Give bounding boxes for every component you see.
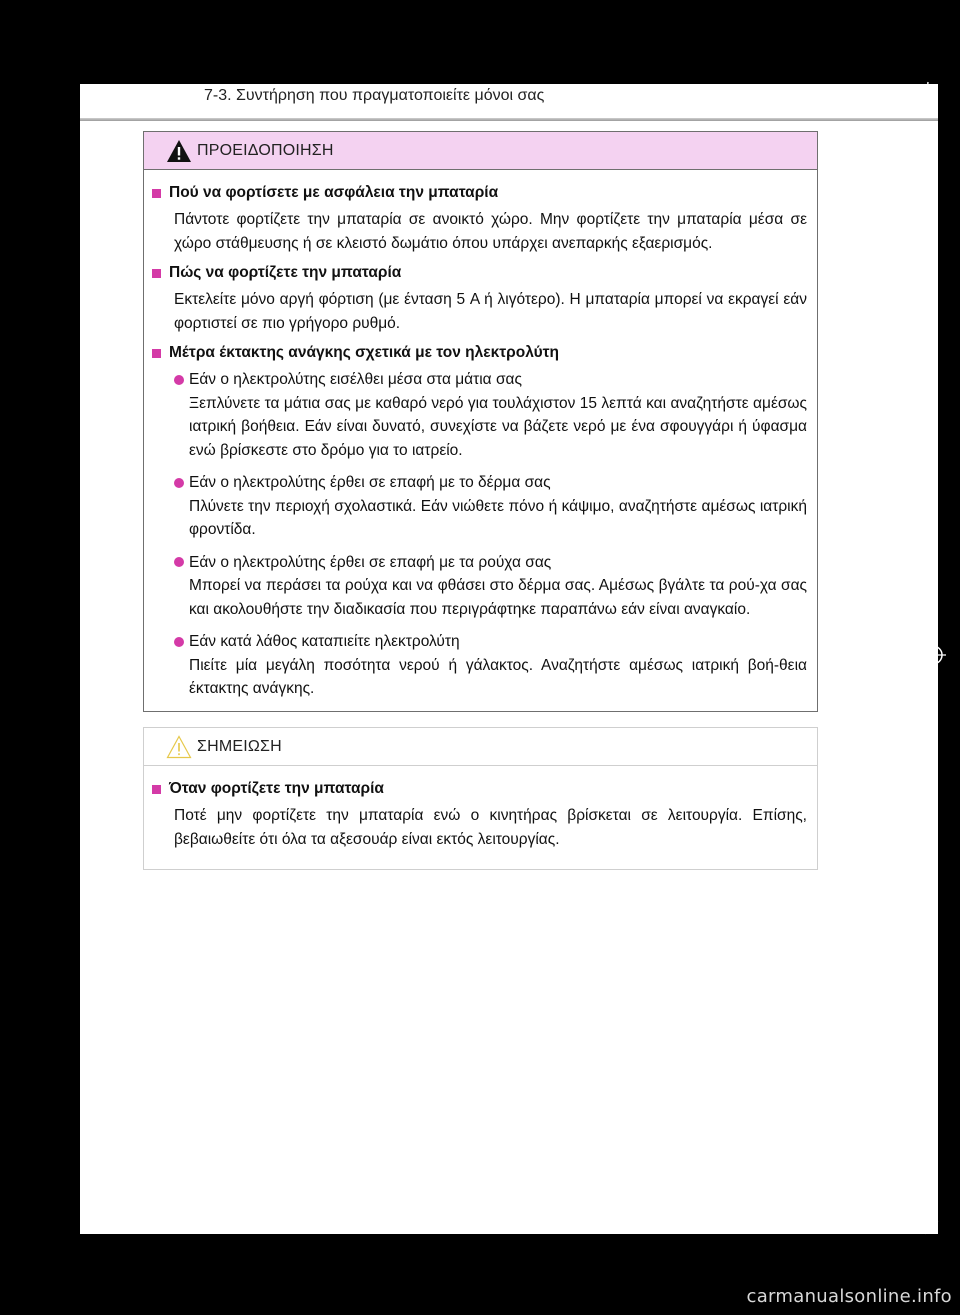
page-header-title: 7-3. Συντήρηση που πραγματοποιείτε μόνοι σας [204,87,545,104]
list-item [152,368,807,462]
dot-bullet-icon [174,557,184,567]
crop-mark-icon [920,80,950,110]
list-item-title: Εάν κατά λάθος καταπιείτε ηλεκτρολύτη [189,633,460,650]
square-bullet-icon [152,269,161,278]
section-text: Ποτέ μην φορτίζετε την μπαταρία ενώ ο κινητήρας βρίσκεται σε λειτουργία. Επίσης, βεβαιωθείτε ότι όλα τα αξεσουάρ είναι εκτός λειτουργίας. [174,807,807,848]
square-bullet-icon [152,785,161,794]
note-box-header [144,728,817,766]
registration-mark-icon [918,640,948,670]
section-text: Πάντοτε φορτίζετε την μπαταρία σε ανοικτό χώρο. Μην φορτίζετε την μπαταρία μέσα σε χώρο στάθμευσης ή σε κλειστό δωμάτιο όπου υπάρχει ανεπαρκής εξαερισμός. [174,211,807,252]
dot-bullet-icon [174,478,184,488]
list-item-text: Ξεπλύνετε τα μάτια σας με καθαρό νερό για τουλάχιστον 15 λεπτά και αναζητήστε αμέσως ιατρική βοήθεια. Εάν είναι δυνατό, συνεχίστε να βάζετε νερό με ένα σφουγγάρι ή ύφασμα ενώ βρίσκεστε στο δρόμο για το ιατρείο. [189,394,807,459]
section-title: Πώς να φορτίζετε την μπαταρία [152,264,807,282]
warning-box-title: ΠΡΟΕΙΔΟΠΟΙΗΣΗ [197,142,334,159]
square-bullet-icon [152,349,161,358]
square-bullet-icon [152,189,161,198]
section-title: Πού να φορτίσετε με ασφάλεια την μπαταρία [152,184,807,202]
crop-mark-icon [920,1212,950,1242]
warning-box [143,131,818,712]
note-box-body [144,766,817,851]
list-item [152,471,807,542]
list-item-text: Πλύνετε την περιοχή σχολαστικά. Εάν νιώθετε πόνο ή κάψιμο, αναζητήστε αμέσως ιατρική φροντίδα. [189,497,807,538]
section-text: Εκτελείτε μόνο αργή φόρτιση (με ένταση 5 A ή λιγότερο). Η μπαταρία μπορεί να εκραγεί εάν φορτιστεί σε πιο γρήγορο ρυθμό. [174,291,807,332]
watermark: carmanualsonline.info [746,1286,952,1307]
warning-triangle-outline-icon [166,735,192,759]
list-item-title: Εάν ο ηλεκτρολύτης εισέλθει μέσα στα μάτια σας [189,371,522,388]
list-item-title: Εάν ο ηλεκτρολύτης έρθει σε επαφή με τα ρούχα σας [189,553,552,571]
list-item [152,630,807,701]
section-title: Όταν φορτίζετε την μπαταρία [152,780,807,798]
note-box-title: ΣΗΜΕΙΩΣΗ [197,738,282,755]
warning-triangle-filled-icon [166,139,192,163]
dot-bullet-icon [174,375,184,385]
list-item-title: Εάν ο ηλεκτρολύτης έρθει σε επαφή με το δέρμα σας [189,474,551,491]
warning-box-header [144,132,817,170]
dot-bullet-icon [174,637,184,647]
warning-box-body [144,170,817,701]
list-item-text: Μπορεί να περάσει τα ρούχα και να φθάσει στο δέρμα σας. Αμέσως βγάλτε τα ρού-χα σας και ακολουθήστε την διαδικασία που περιγράφτηκε παραπάνω εάν είναι αναγκαίο. [189,577,807,618]
section-title: Μέτρα έκτακτης ανάγκης σχετικά με τον ηλεκτρολύτη [152,344,807,362]
note-box [143,727,818,870]
list-item-text: Πιείτε μία μεγάλη ποσότητα νερού ή γάλακτος. Αναζητήστε αμέσως ιατρική βοή-θεια έκτακτης ανάγκης. [189,656,807,697]
header-divider [80,118,938,121]
list-item [152,551,807,622]
